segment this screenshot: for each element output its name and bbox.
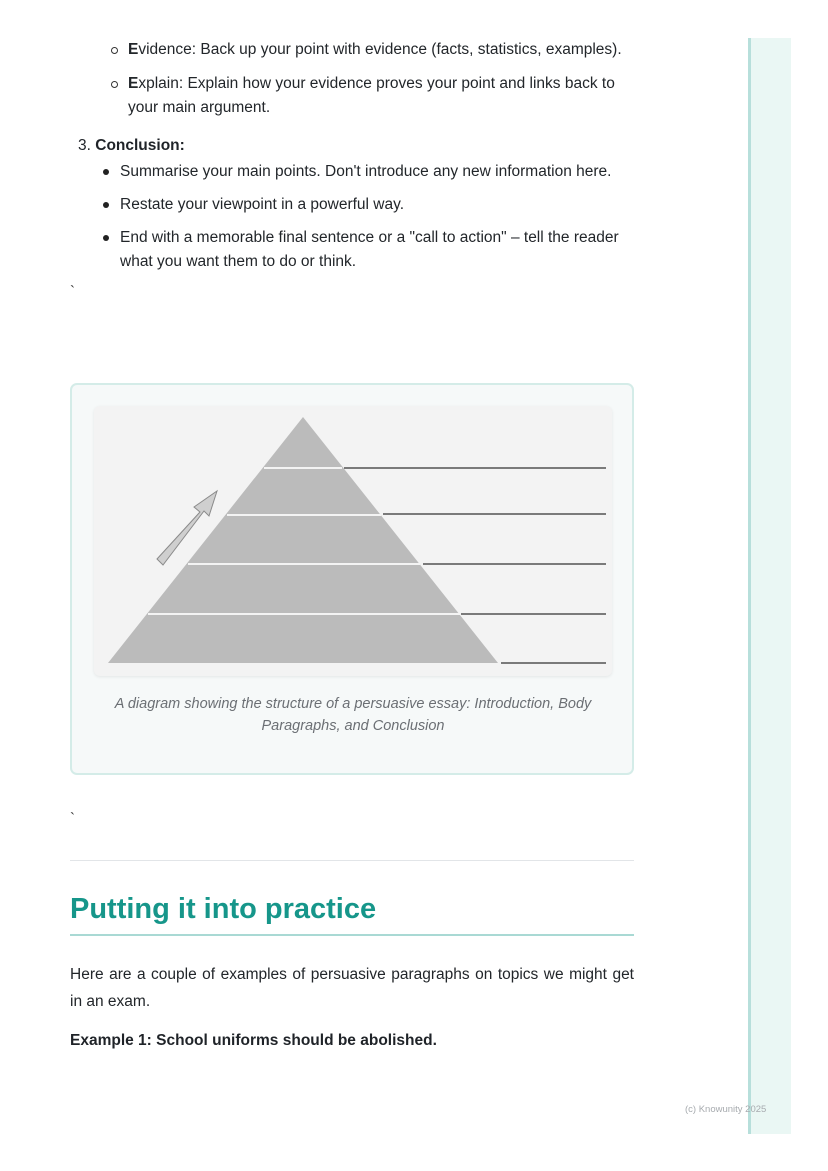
content-column [70,38,634,303]
example-heading: Example 1: School uniforms should be abolished. [70,1032,437,1049]
figure-card [70,383,634,775]
list-item-explain: Explain: Explain how your evidence proves your point and links back to your main argument. [128,72,634,120]
divider [70,860,634,861]
conclusion-heading: 3. Conclusion: [78,137,185,154]
pyramid-diagram [94,406,612,676]
figure-caption: A diagram showing the structure of a persuasive essay: Introduction, Body Paragraphs, and Conclusion [114,696,592,734]
list-item: Restate your viewpoint in a powerful way. [120,193,634,217]
list-item: End with a memorable final sentence or a "call to action" – tell the reader what you want them to do or think. [120,226,634,274]
conclusion-bullets [70,160,634,274]
pyramid-svg [94,406,612,676]
copyright-footer: (c) Knowunity 2025 [685,1104,767,1115]
stray-backtick: ` [70,283,75,300]
peel-sublist [70,38,634,120]
list-item: Summarise your main points. Don't introduce any new information here. [120,160,634,184]
section-title: Putting it into practice [70,893,634,936]
pyramid-shape [108,417,498,663]
intro-paragraph: Here are a couple of examples of persuasive paragraphs on topics we might get in an exam. [70,966,634,1010]
side-panel [748,38,791,1134]
list-item-evidence: Evidence: Back up your point with evidence (facts, statistics, examples). [128,38,634,62]
stray-backtick: ` [70,810,75,827]
